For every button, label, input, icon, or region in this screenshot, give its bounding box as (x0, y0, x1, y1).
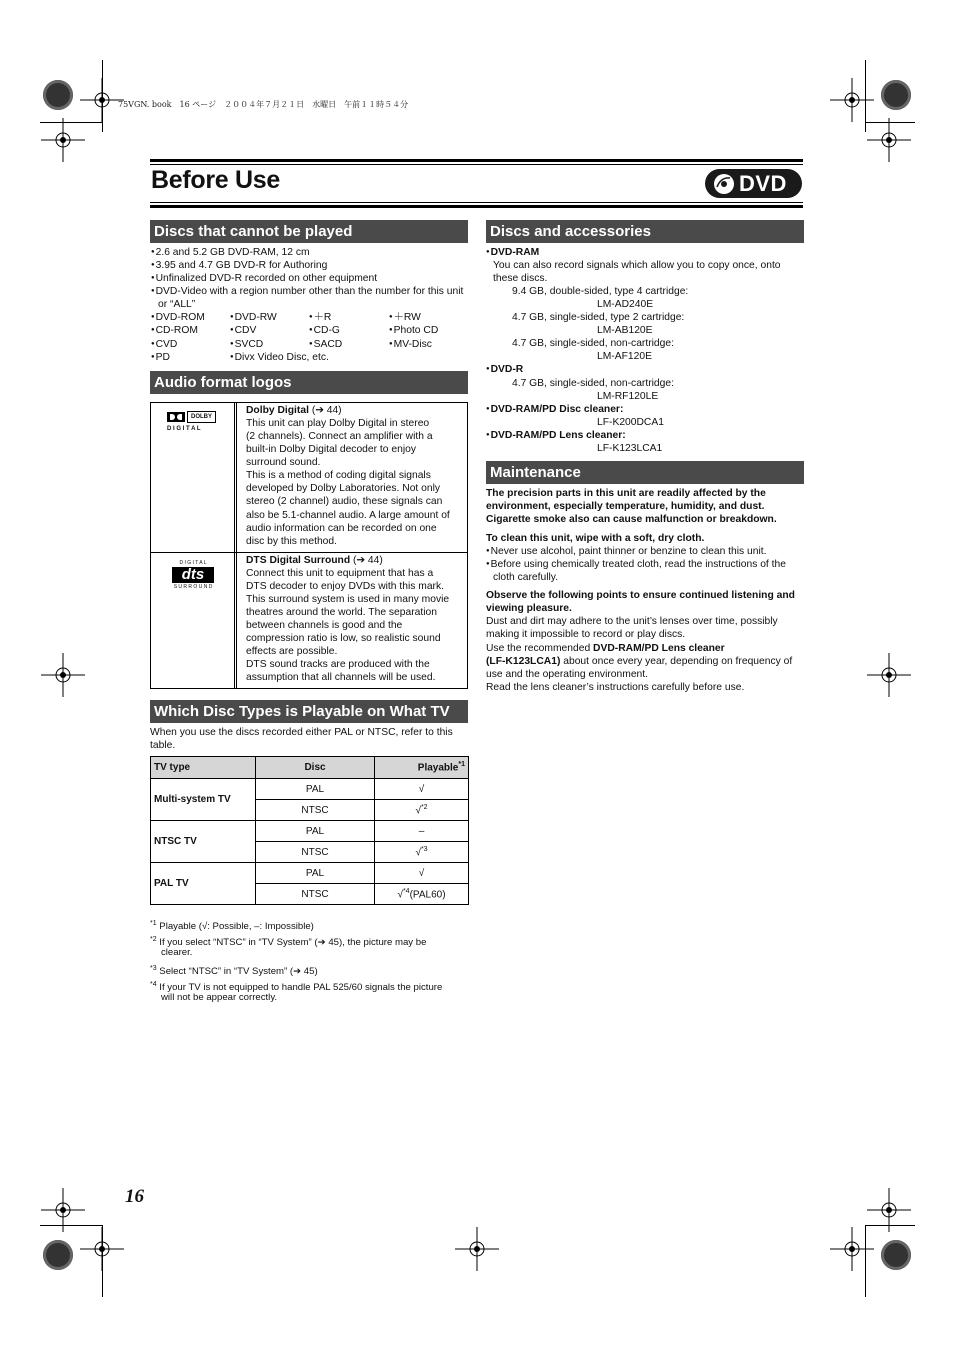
dolby-text: built-in Dolby Digital decoder to enjoy (246, 444, 416, 455)
maintenance-warning: Cigarette smoke also can cause malfunction or breakdown. (486, 514, 777, 525)
tv-type-cell: PAL TV (151, 863, 256, 905)
accessory-desc: You can also record signals which allow you to copy once, onto (493, 260, 781, 271)
page-number: 16 (125, 1186, 144, 1207)
dts-text: theatres around the world. The separation (246, 607, 437, 618)
list-item: ● Unfinalized DVD-R recorded on other equipment (151, 272, 377, 285)
maintenance-text: Read the lens cleaner’s instructions carefully before use. (486, 682, 745, 693)
accessory-model: LF-K123LCA1 (597, 443, 663, 454)
dts-text: DTS decoder to enjoy DVDs with this mark. (246, 581, 444, 592)
accessory-model: LM-AD240E (597, 299, 654, 310)
disc-cell: PAL (256, 863, 375, 884)
crosshair-mark (867, 118, 911, 162)
disc-grid-item: ● ＋R (309, 311, 331, 324)
crosshair-mark (867, 653, 911, 697)
disc-cell: NTSC (256, 800, 375, 821)
registration-dot (43, 1240, 73, 1270)
double-d-icon (167, 412, 185, 422)
accessory-heading: ● DVD-RAM/PD Disc cleaner: (486, 403, 623, 416)
disc-cell: NTSC (256, 884, 375, 905)
footnote: $^{*2}$ If you select “NTSC” in “TV System” (➔ 45), the picture may be (150, 936, 427, 949)
accessory-item: 4.7 GB, single-sided, non-cartridge: (512, 378, 674, 389)
dolby-text: audio information can be recorded on one (246, 523, 437, 534)
playable-cell: √ (375, 779, 469, 800)
section-heading-audio-logos: Audio format logos (150, 371, 468, 394)
print-header: 75VGN. book 16 ページ ２００４年７月２１日 水曜日 午前１１時５４分 (118, 100, 409, 109)
table-header-row (151, 757, 469, 779)
footnote: $^{*4}$ If your TV is not equipped to handle PAL 525/60 signals the picture (150, 981, 443, 994)
crop-line (865, 1225, 915, 1226)
dts-text: This surround system is used in many movie (246, 594, 450, 605)
dts-text: effects are possible. (246, 646, 338, 657)
section-heading-accessories: Discs and accessories (486, 220, 804, 243)
maintenance-text: making it impossible to record or play discs. (486, 629, 686, 640)
list-item: ● Before using chemically treated cloth, read the instructions of the (486, 558, 786, 571)
playable-cell: √$^{*3}$ (375, 842, 469, 863)
playable-cell: √$^{*4}$(PAL60) (375, 884, 469, 905)
crop-line (40, 122, 102, 123)
maintenance-warning: The precision parts in this unit are readily affected by the (486, 488, 766, 499)
dts-text: between channels is good and the (246, 620, 403, 631)
dolby-text: disc by this method. (246, 536, 337, 547)
table-row (151, 863, 469, 884)
dvd-badge-label: DVD (739, 170, 787, 196)
playable-cell: √$^{*2}$ (375, 800, 469, 821)
disc-grid-item: ● CDV (230, 324, 256, 337)
disc-icon (713, 173, 735, 195)
dolby-text: This unit can play Dolby Digital in stereo (246, 418, 430, 429)
disc-grid-item: ● Photo CD (389, 324, 438, 337)
title-rule (150, 159, 803, 162)
dolby-text: stereo (2 channel) audio, these signals can (246, 496, 443, 507)
crop-line (40, 1225, 102, 1226)
disc-grid-item: ● Divx Video Disc, etc. (230, 351, 329, 364)
observe-title: viewing pleasure. (486, 603, 572, 614)
dolby-text: surround sound. (246, 457, 321, 468)
disc-types-intro: When you use the discs recorded either PAL or NTSC, refer to this (150, 727, 453, 738)
tv-type-cell: Multi-system TV (151, 779, 256, 821)
observe-title: Observe the following points to ensure continued listening and (486, 590, 795, 601)
crosshair-mark (41, 118, 85, 162)
crop-line (102, 1225, 103, 1297)
page-title: Before Use (151, 166, 280, 194)
crop-line (102, 60, 103, 132)
clean-title: To clean this unit, wipe with a soft, dry cloth. (486, 533, 705, 544)
disc-grid-item: ● ＋RW (389, 311, 421, 324)
crop-line (865, 122, 915, 123)
accessory-model: LM-AF120E (597, 351, 652, 362)
disc-grid-item: ● CD-ROM (151, 324, 198, 337)
title-rule (150, 164, 803, 165)
accessory-model: LM-AB120E (597, 325, 653, 336)
dts-text: assumption that all channels will be used. (246, 672, 436, 683)
footnote: $^{*3}$ Select “NTSC” in “TV System” (➔ 45) (150, 965, 318, 978)
list-item: ● Never use alcohol, paint thinner or benzine to clean this unit. (486, 545, 767, 558)
registration-dot (881, 80, 911, 110)
disc-grid-item: ● CD-G (309, 324, 340, 337)
accessory-item: 9.4 GB, double-sided, type 4 cartridge: (512, 286, 689, 297)
playable-cell: √ (375, 863, 469, 884)
dolby-text: developed by Dolby Laboratories. Not only (246, 483, 441, 494)
list-item-continued: cloth carefully. (493, 572, 559, 583)
disc-grid-item: ● DVD-ROM (151, 311, 205, 324)
disc-grid-item: ● DVD-RW (230, 311, 277, 324)
section-heading-maintenance: Maintenance (486, 461, 804, 484)
table-header: Disc (256, 757, 375, 779)
title-rule (150, 205, 803, 208)
tv-compat-table (150, 756, 469, 905)
dolby-text: This is a method of coding digital signals (246, 470, 431, 481)
section-heading-discs-cannot: Discs that cannot be played (150, 220, 468, 243)
dts-logo: D I G I T A L dts S U R R O U N D (173, 560, 213, 590)
accessory-heading: ● DVD-R (486, 363, 523, 376)
accessory-heading: ● DVD-RAM (486, 246, 539, 259)
dolby-text: also be 5.1-channel audio. A large amount of (246, 510, 450, 521)
dts-text: DTS sound tracks are produced with the (246, 659, 430, 670)
table-header: TV type (151, 757, 256, 779)
accessory-heading: ● DVD-RAM/PD Lens cleaner: (486, 429, 626, 442)
list-item: ● DVD-Video with a region number other than the number for this unit (151, 285, 463, 298)
disc-grid-item: ● PD (151, 351, 170, 364)
crop-line (865, 1225, 866, 1297)
dts-text: Connect this unit to equipment that has a (246, 568, 434, 579)
footnote: $^{*1}$ Playable (√: Possible, –: Impossible) (150, 920, 314, 933)
maintenance-text: use and the operating environment. (486, 669, 649, 680)
list-item-continued: or “ALL” (158, 299, 196, 310)
crosshair-mark (830, 1227, 874, 1271)
maintenance-warning: environment, especially temperature, humidity, and dust. (486, 501, 765, 512)
dolby-text: (2 channels). Connect an amplifier with a (246, 431, 433, 442)
footnote-continued: will not be appear correctly. (161, 992, 278, 1003)
dts-heading: DTS Digital Surround (➔ 44) (246, 555, 383, 566)
disc-grid-item: ● CVD (151, 338, 177, 351)
dolby-logo: DOLBY D I G I T A L (167, 411, 221, 432)
table-row (151, 779, 469, 800)
disc-cell: PAL (256, 821, 375, 842)
disc-cell: PAL (256, 779, 375, 800)
section-heading-disc-types: Which Disc Types is Playable on What TV (150, 700, 468, 723)
accessory-model: LF-K200DCA1 (597, 417, 664, 428)
dts-text: compression ratio is low, so realistic sound (246, 633, 441, 644)
dolby-heading: Dolby Digital (➔ 44) (246, 405, 342, 416)
crosshair-mark (455, 1227, 499, 1271)
dvd-badge (705, 169, 802, 198)
disc-grid-item: ● SACD (309, 338, 342, 351)
maintenance-text: Use the recommended DVD-RAM/PD Lens cleaner (486, 643, 725, 654)
accessory-desc: these discs. (493, 273, 548, 284)
disc-types-intro: table. (150, 740, 176, 751)
accessory-item: 4.7 GB, single-sided, non-cartridge: (512, 338, 674, 349)
accessory-model: LM-RF120LE (597, 391, 659, 402)
disc-grid-item: ● MV-Disc (389, 338, 432, 351)
accessory-item: 4.7 GB, single-sided, type 2 cartridge: (512, 312, 685, 323)
maintenance-text: (LF-K123LCA1) about once every year, depending on frequency of (486, 656, 793, 667)
disc-grid-item: ● SVCD (230, 338, 263, 351)
list-item: ● 2.6 and 5.2 GB DVD-RAM, 12 cm (151, 246, 310, 259)
table-row (151, 821, 469, 842)
registration-dot (43, 80, 73, 110)
crosshair-mark (830, 78, 874, 122)
footnote-continued: clearer. (161, 947, 193, 958)
registration-dot (881, 1240, 911, 1270)
title-rule (150, 202, 803, 203)
playable-cell: – (375, 821, 469, 842)
crosshair-mark (41, 653, 85, 697)
maintenance-text: Dust and dirt may adhere to the unit’s lenses over time, possibly (486, 616, 778, 627)
tv-type-cell: NTSC TV (151, 821, 256, 863)
table-header: Playable$^{*1}$ (375, 757, 469, 779)
list-item: ● 3.95 and 4.7 GB DVD-R for Authoring (151, 259, 327, 272)
disc-cell: NTSC (256, 842, 375, 863)
